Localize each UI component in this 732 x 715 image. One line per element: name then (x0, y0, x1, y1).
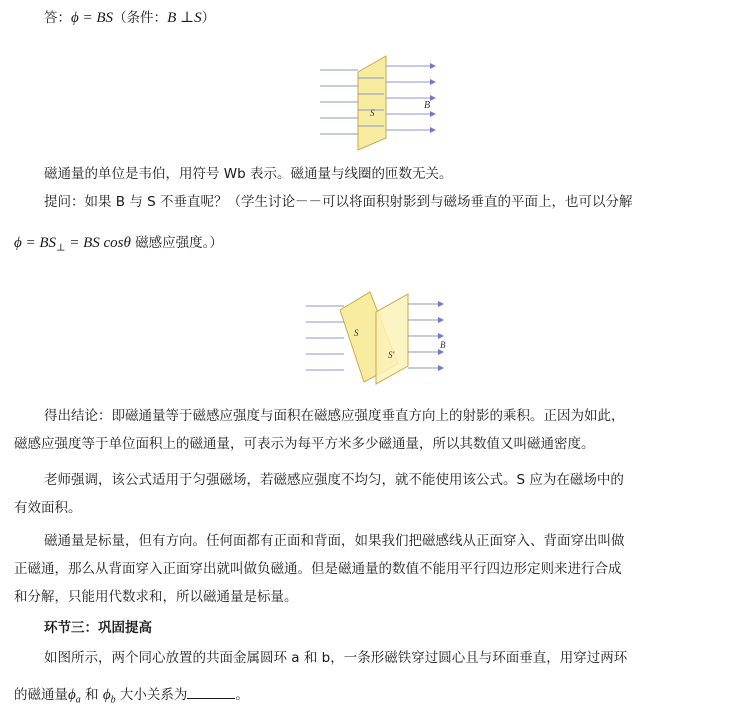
arrowheads (430, 63, 436, 133)
paragraph-scalar-2: 正磁通，那么从背面穿入正面穿出就叫做负磁通。但是磁通量的数值不能用平行四边形定则来进行合成 (14, 561, 622, 577)
answer-condition-open: （条件： (113, 10, 168, 26)
field-lines-front-2 (408, 304, 438, 368)
q-text-2: 大小关系为 (115, 687, 188, 703)
theta-symbol: θ (123, 235, 131, 251)
section-heading: 环节三：巩固提高 (44, 620, 152, 636)
answer-formula: ϕ = BS (71, 10, 114, 26)
paragraph-conclusion-2: 磁感应强度等于单位面积上的磁通量，可表示为每平方米多少磁通量，所以其数值又叫磁通密度。 (14, 436, 595, 452)
paragraph-unit: 磁通量的单位是韦伯，用符号 Wb 表示。磁通量与线圈的匝数无关。 (44, 166, 453, 182)
phi-a: ϕ (68, 687, 76, 703)
paragraph-emphasis-1: 老师强调，该公式适用于匀强磁场，若磁感应强度不均匀，就不能使用该公式。S 应为在磁场中的 (44, 472, 624, 488)
field-lines-back-2 (306, 306, 344, 370)
label-b-2: B (440, 340, 446, 350)
paragraph-question-rings-2 (14, 684, 249, 711)
answer-condition: B ⊥S (167, 10, 202, 26)
phi-b: ϕ (102, 687, 111, 703)
arrowheads-2 (438, 301, 444, 371)
phi-symbol: ϕ (14, 235, 22, 251)
answer-line (44, 8, 215, 28)
plane-s-projection (376, 294, 408, 384)
paragraph-question-rings: 如图所示，两个同心放置的共面金属圆环 a 和 b，一条形磁铁穿过圆心且与环面垂直，用穿过两环 (44, 650, 628, 666)
field-lines-back (320, 70, 358, 134)
perp-subscript: ⊥ (56, 242, 66, 254)
formula-tail: 磁感应强度。） (130, 235, 223, 251)
field-lines-front (386, 66, 430, 130)
q-and: 和 (80, 687, 103, 703)
paragraph-scalar-1: 磁通量是标量，但有方向。任何面都有正面和背面，如果我们把磁感线从正面穿入、背面穿出叫做 (44, 533, 625, 549)
q-end: 。 (235, 687, 249, 703)
q-text-1: 的磁通量 (14, 687, 68, 703)
answer-blank[interactable] (187, 684, 235, 699)
figure-perpendicular-plane (318, 52, 444, 152)
label-s-2: S (354, 328, 359, 338)
formula-part-2: = BS cos (65, 235, 124, 251)
answer-condition-close: ） (201, 10, 216, 26)
formula-part-1: = BS (21, 235, 57, 251)
plane-s (358, 56, 386, 150)
figure-tilted-plane (304, 286, 452, 386)
label-s: S (370, 108, 375, 118)
phi-a-subscript: a (75, 694, 81, 706)
formula-cos (14, 233, 223, 259)
paragraph-scalar-3: 和分解，只能用代数求和，所以磁通量是标量。 (14, 589, 298, 605)
paragraph-conclusion-1: 得出结论：即磁通量等于磁感应强度与面积在磁感应强度垂直方向上的射影的乘积。正因为如此， (44, 408, 625, 424)
answer-prefix: 答： (44, 10, 71, 26)
phi-b-subscript: b (110, 694, 116, 706)
paragraph-emphasis-2: 有效面积。 (14, 500, 82, 516)
paragraph-question: 提问：如果 B 与 S 不垂直呢？（学生讨论－－可以将面积射影到与磁场垂直的平面上，也可以分解 (44, 194, 633, 210)
label-s-prime: S' (388, 350, 395, 360)
label-b: B (424, 100, 431, 111)
